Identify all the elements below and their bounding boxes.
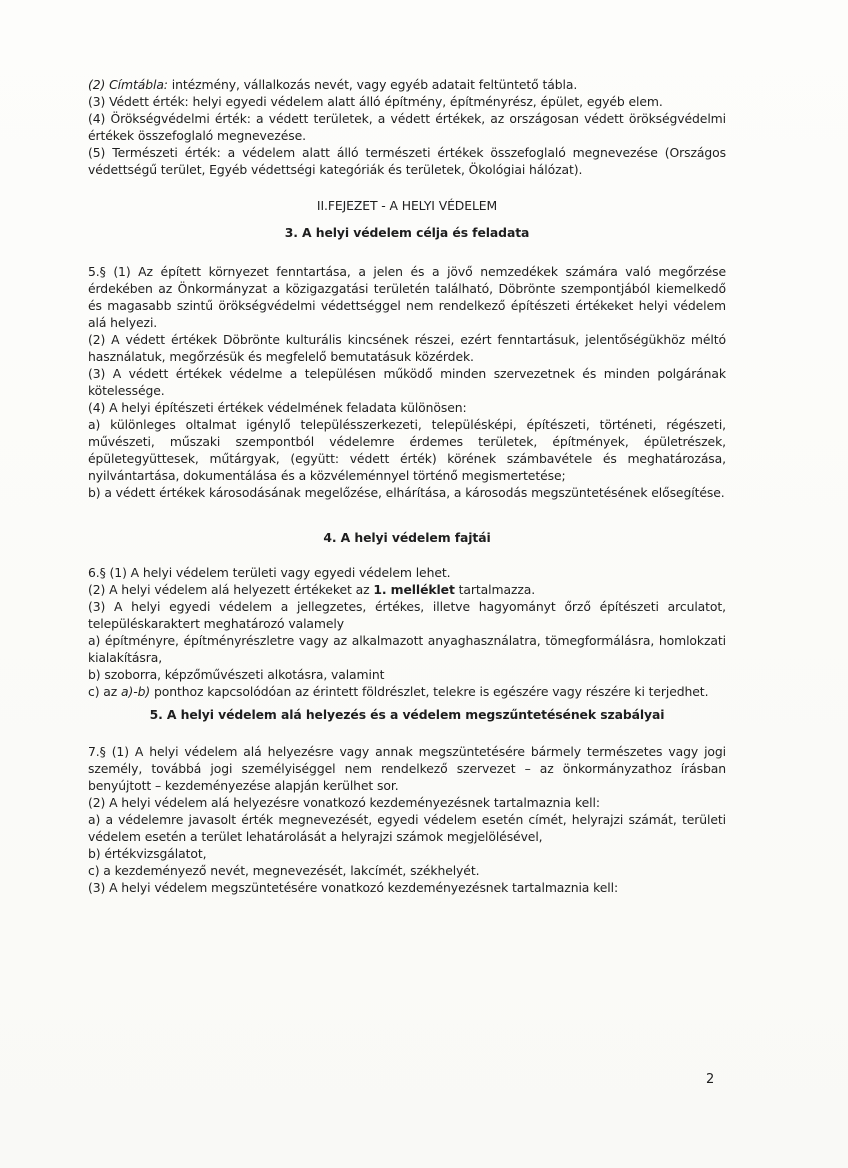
document-body	[88, 76, 726, 896]
section-3-paragraph-2: (2) A védett értékek Döbrönte kulturális kincsének részei, ezért fenntartásuk, jelentőségükhöz méltó használatuk, megőrzésük és megfelelő bemutatásuk közérdek.	[88, 332, 726, 364]
chapter-title: II.FEJEZET - A HELYI VÉDELEM	[316, 198, 498, 213]
section-5-paragraph-1: 7.§ (1) A helyi védelem alá helyezésre vagy annak megszüntetésére bármely természetes vagy jogi személy, továbbá jogi személyiséggel nem rendelkező szervezet – az önkormányzathoz írásban benyújtott – kezdeményezése alapján kerülhet sor.	[88, 744, 726, 793]
section-5-heading: 5. A helyi védelem alá helyezés és a védelem megszűntetésének szabályai	[149, 707, 665, 722]
section-5-paragraph-3: (3) A helyi védelem megszüntetésére vonatkozó kezdeményezésnek tartalmaznia kell:	[88, 880, 619, 895]
definition-2-label: (2) Címtábla:	[88, 77, 168, 92]
section-5-item-a: a) a védelemre javasolt érték megnevezését, egyedi védelem esetén címét, helyrajzi számát, területi védelem esetén a terület lehatárolását a helyrajzi számok megjelölésével,	[88, 812, 726, 844]
section-4-item-b: b) szoborra, képzőművészeti alkotásra, valamint	[88, 667, 385, 682]
section-5-item-b: b) értékvizsgálatot,	[88, 846, 207, 861]
section-3-heading: 3. A helyi védelem célja és feladata	[284, 225, 530, 240]
section-3-paragraph-3: (3) A védett értékek védelme a településen működő minden szervezetnek és minden polgárának kötelessége.	[88, 366, 726, 398]
definition-3: (3) Védett érték: helyi egyedi védelem alatt álló építmény, építményrész, épület, egyéb elem.	[88, 94, 663, 109]
section-3-item-b: b) a védett értékek károsodásának megelőzése, elhárítása, a károsodás megszüntetésének elősegítése.	[88, 485, 725, 500]
section-4-item-c-post: ponthoz kapcsolódóan az érintett földrészlet, telekre is egészére vagy részére ki terjedhet.	[150, 684, 709, 699]
section-4-item-c	[88, 683, 726, 700]
section-5-item-c: c) a kezdeményező nevét, megnevezését, lakcímét, székhelyét.	[88, 863, 480, 878]
section-4-item-a: a) építményre, építményrészletre vagy az alkalmazott anyaghasználatra, tömegformálásra, homlokzati kialakításra,	[88, 633, 726, 665]
section-4-item-c-ref: a)-b)	[121, 684, 151, 699]
section-4-paragraph-3: (3) A helyi egyedi védelem a jellegzetes, értékes, illetve hagyományt őrző építészeti arculatot, településkaraktert meghatározó valamely	[88, 599, 726, 631]
section-4-paragraph-2	[88, 581, 726, 598]
section-4-paragraph-2-post: tartalmazza.	[454, 582, 536, 597]
section-4-paragraph-2-pre: (2) A helyi védelem alá helyezett értékeket az	[88, 582, 374, 597]
section-3-paragraph-4: (4) A helyi építészeti értékek védelmének feladata különösen:	[88, 400, 467, 415]
section-4-paragraph-1: 6.§ (1) A helyi védelem területi vagy egyedi védelem lehet.	[88, 565, 451, 580]
definition-5: (5) Természeti érték: a védelem alatt álló természeti értékek összefoglaló megnevezése (Országos védettségű terület, Egyéb védettségi kategóriák és területek, Ökológiai hálózat).	[88, 145, 726, 177]
page-number: 2	[706, 1072, 715, 1087]
annex-reference: 1. melléklet	[373, 582, 455, 597]
section-4-heading: 4. A helyi védelem fajtái	[323, 530, 491, 545]
definition-2-text: intézmény, vállalkozás nevét, vagy egyéb adatait feltüntető tábla.	[167, 77, 578, 92]
section-5-paragraph-2: (2) A helyi védelem alá helyezésre vonatkozó kezdeményezésnek tartalmaznia kell:	[88, 795, 600, 810]
section-3-paragraph-1: 5.§ (1) Az épített környezet fenntartása, a jelen és a jövő nemzedékek számára való megőrzése érdekében az Önkormányzat a közigazgatási területén található, Döbrönte szempontjából kiemelkedő és magasabb szintű örökségvédelmi védettséggel nem rendelkező építészeti értékeket helyi védelem alá helyezi.	[88, 264, 726, 330]
section-3-item-a: a) különleges oltalmat igénylő településszerkezeti, településképi, építészeti, történeti, régészeti, művészeti, műszaki szempontból védelemre érdemes területek, építmények, épületrészek, épületegyüttesek, műtárgyak, (együtt: védett érték) körének számbavétele és meghatározása, nyilvántartása, dokumentálása és a közvéleménnyel történő megismertetése;	[88, 417, 726, 483]
section-4-item-c-pre: c) az	[88, 684, 122, 699]
definition-2	[88, 76, 726, 93]
definition-4: (4) Örökségvédelmi érték: a védett területek, a védett értékek, az országosan védett örökségvédelmi értékek összefoglaló megnevezése.	[88, 111, 726, 143]
